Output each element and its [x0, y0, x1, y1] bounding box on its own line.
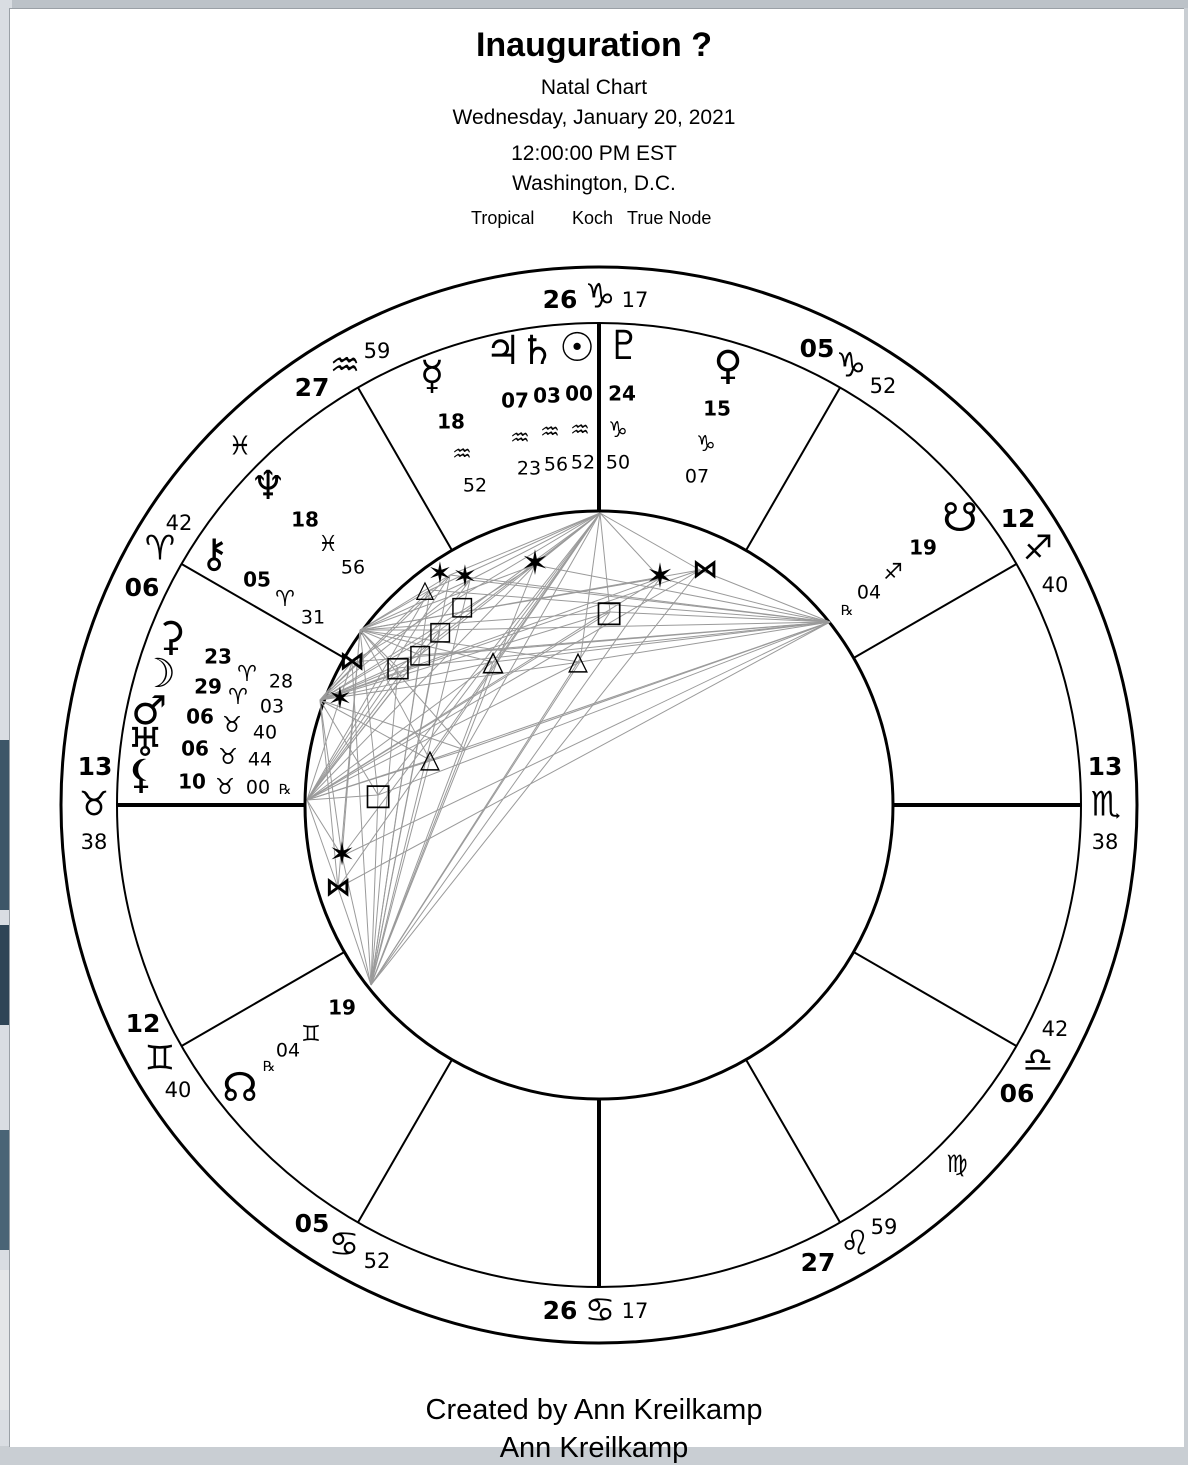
intercepted-virgo-icon: ♍ — [946, 1150, 968, 1178]
planet-marks — [126, 323, 977, 1111]
cusp-minutes: 38 — [80, 830, 108, 854]
sextile-icon: ✶ — [645, 556, 675, 597]
aspect-lines — [307, 513, 830, 985]
venus-degree: 15 — [703, 396, 731, 421]
cusp-minutes: 52 — [869, 374, 897, 398]
trine-icon: △ — [415, 575, 435, 603]
venus-icon: ♀ — [713, 343, 743, 389]
trine-icon: △ — [420, 744, 440, 775]
chart-place: Washington, D.C. — [512, 172, 676, 195]
cusp-degree: 26 — [542, 1296, 578, 1325]
jupiter-sign-icon: ♒ — [510, 426, 530, 451]
chiron-minutes: 31 — [300, 606, 326, 629]
north-node-retrograde: ℞ — [262, 1059, 276, 1075]
neptune-icon: ♆ — [250, 463, 286, 509]
square-icon: □ — [363, 777, 393, 813]
mars-minutes: 40 — [252, 721, 278, 744]
uranus-degree: 06 — [181, 736, 209, 761]
chart-time: 12:00:00 PM EST — [511, 142, 677, 165]
sun-minutes: 52 — [570, 451, 596, 474]
lilith-retrograde: ℞ — [278, 782, 292, 798]
cusp-degree: 26 — [542, 285, 578, 314]
cusp-sign-libra-icon: ♎ — [1022, 1040, 1054, 1081]
node-type: True Node — [627, 208, 712, 228]
chiron-icon: ⚷ — [199, 531, 229, 577]
house-cusp-line — [854, 564, 1017, 658]
saturn-degree: 03 — [533, 383, 561, 408]
ceres-sign-icon: ♈ — [237, 662, 257, 687]
cusp-minutes: 17 — [621, 288, 649, 312]
square-icon: □ — [449, 591, 475, 622]
house-cusp-line — [854, 952, 1017, 1046]
saturn-sign-icon: ♒ — [540, 420, 560, 445]
south-node-icon: ☋ — [942, 495, 978, 541]
lilith-icon: ⚸ — [126, 752, 156, 798]
mercury-minutes: 52 — [462, 474, 488, 497]
mars-icon: ♂ — [131, 688, 167, 734]
trine-icon: △ — [568, 646, 588, 677]
cusp-degree: 05 — [799, 334, 835, 363]
south-node-sign-icon: ♐ — [883, 560, 903, 585]
saturn-icon: ♄ — [519, 328, 555, 374]
neptune-minutes: 56 — [340, 556, 366, 579]
footer-credit: Created by Ann Kreilkamp — [425, 1394, 763, 1426]
lilith-degree: 10 — [178, 769, 206, 794]
square-icon: □ — [594, 594, 624, 630]
jupiter-degree: 07 — [501, 388, 529, 413]
cusp-degree: 12 — [1000, 504, 1036, 533]
cusp-sign-capricorn-icon: ♑ — [835, 345, 867, 386]
cusp-sign-taurus-icon: ♉ — [78, 784, 110, 825]
ceres-degree: 23 — [204, 644, 232, 669]
sextile-icon: ✶ — [520, 543, 550, 584]
south-node-degree: 19 — [909, 535, 937, 560]
footer-author: Ann Kreilkamp — [499, 1432, 689, 1464]
chiron-sign-icon: ♈ — [275, 587, 295, 612]
chart-title: Inauguration ? — [475, 26, 713, 64]
north-node-icon: ☊ — [222, 1065, 258, 1111]
moon-sign-icon: ♈ — [228, 685, 248, 710]
intercepted-pisces-icon: ♓ — [228, 431, 252, 462]
north-node-degree: 19 — [328, 995, 356, 1020]
cusp-minutes: 17 — [621, 1299, 649, 1323]
mars-degree: 06 — [186, 704, 214, 729]
uranus-minutes: 44 — [247, 748, 273, 771]
cusp-sign-cancer-icon: ♋ — [328, 1224, 360, 1265]
zodiac-type: Tropical — [471, 208, 535, 228]
cusp-sign-sagittarius-icon: ♐ — [1022, 528, 1054, 569]
ceres-minutes: 28 — [268, 670, 294, 693]
pluto-degree: 24 — [608, 381, 636, 406]
south-node-retrograde: ℞ — [840, 603, 854, 619]
south-node-minutes: 04 — [856, 581, 882, 604]
house-cusp-line — [746, 1060, 840, 1223]
house-cusp-line — [746, 388, 840, 551]
lilith-minutes: 00 — [245, 776, 271, 799]
moon-minutes: 03 — [259, 695, 285, 718]
pluto-minutes: 50 — [605, 451, 631, 474]
cusp-degree: 05 — [294, 1209, 330, 1238]
sextile-icon: ✶ — [427, 556, 453, 592]
sun-degree: 00 — [565, 381, 593, 406]
house-system: Koch — [572, 208, 614, 228]
cusp-minutes: 52 — [363, 1249, 391, 1273]
venus-minutes: 07 — [684, 465, 710, 488]
lilith-sign-icon: ♉ — [215, 775, 235, 800]
sun-sign-icon: ♒ — [570, 418, 590, 443]
cusp-minutes: 38 — [1091, 830, 1119, 854]
cusp-sign-aquarius-icon: ♒ — [329, 345, 361, 386]
mercury-sign-icon: ♒ — [452, 442, 472, 467]
cusp-sign-cancer-icon: ♋ — [584, 1290, 616, 1331]
north-node-minutes: 04 — [275, 1039, 301, 1062]
cusp-minutes: 59 — [870, 1215, 898, 1239]
sun-icon: ☉ — [559, 325, 595, 371]
cusp-minutes: 42 — [1041, 1017, 1069, 1041]
sextile-icon: ✶ — [452, 559, 478, 595]
mars-sign-icon: ♉ — [222, 713, 242, 738]
chiron-degree: 05 — [243, 567, 271, 592]
sextile-icon: ✶ — [327, 681, 353, 717]
cusp-sign-capricorn-icon: ♑ — [584, 276, 616, 317]
cusp-degree: 06 — [124, 573, 160, 602]
aspect-line — [320, 570, 700, 700]
chart-type: Natal Chart — [540, 76, 648, 99]
jupiter-icon: ♃ — [485, 328, 521, 374]
mercury-icon: ☿ — [419, 353, 445, 399]
cusp-minutes: 40 — [164, 1078, 192, 1102]
cusp-minutes: 42 — [165, 511, 193, 535]
cusp-sign-leo-icon: ♌ — [839, 1223, 871, 1264]
cusp-sign-scorpio-icon: ♏ — [1090, 784, 1122, 825]
quincunx-icon: ⋈ — [339, 646, 365, 677]
jupiter-minutes: 23 — [516, 457, 542, 480]
saturn-minutes: 56 — [543, 453, 569, 476]
mercury-degree: 18 — [437, 409, 465, 434]
cusp-sign-aries-icon: ♈ — [144, 528, 176, 569]
venus-sign-icon: ♑ — [696, 432, 716, 457]
trine-icon: △ — [482, 644, 504, 677]
cusp-minutes: 59 — [363, 339, 391, 363]
cusp-degree: 27 — [800, 1248, 836, 1277]
chart-date: Wednesday, January 20, 2021 — [452, 106, 736, 129]
cusp-minutes: 40 — [1041, 573, 1069, 597]
pluto-icon: ♇ — [606, 323, 642, 369]
moon-degree: 29 — [194, 674, 222, 699]
moon-icon: ☽ — [140, 651, 176, 697]
square-icon: □ — [427, 616, 453, 647]
cusp-degree: 12 — [125, 1009, 161, 1038]
sextile-icon: ✶ — [328, 835, 356, 873]
neptune-sign-icon: ♓ — [318, 532, 338, 557]
quincunx-icon: ⋈ — [325, 872, 351, 903]
cusp-sign-gemini-icon: ♊ — [144, 1038, 176, 1079]
pluto-sign-icon: ♑ — [608, 418, 628, 443]
aspect-line — [371, 570, 700, 985]
square-icon: □ — [384, 650, 412, 683]
north-node-sign-icon: ♊ — [301, 1022, 321, 1047]
cusp-degree: 13 — [77, 752, 113, 781]
aspect-line — [371, 668, 398, 985]
neptune-degree: 18 — [291, 507, 319, 532]
house-cusp-line — [358, 1060, 452, 1223]
uranus-icon: ♅ — [127, 720, 163, 766]
cusp-degree: 27 — [294, 373, 330, 402]
ceres-icon: ⚳ — [156, 614, 186, 660]
cusp-degree: 06 — [999, 1079, 1035, 1108]
quincunx-icon: ⋈ — [692, 554, 718, 585]
square-icon: □ — [407, 639, 433, 670]
cusp-degree: 13 — [1087, 752, 1123, 781]
uranus-sign-icon: ♉ — [218, 745, 238, 770]
